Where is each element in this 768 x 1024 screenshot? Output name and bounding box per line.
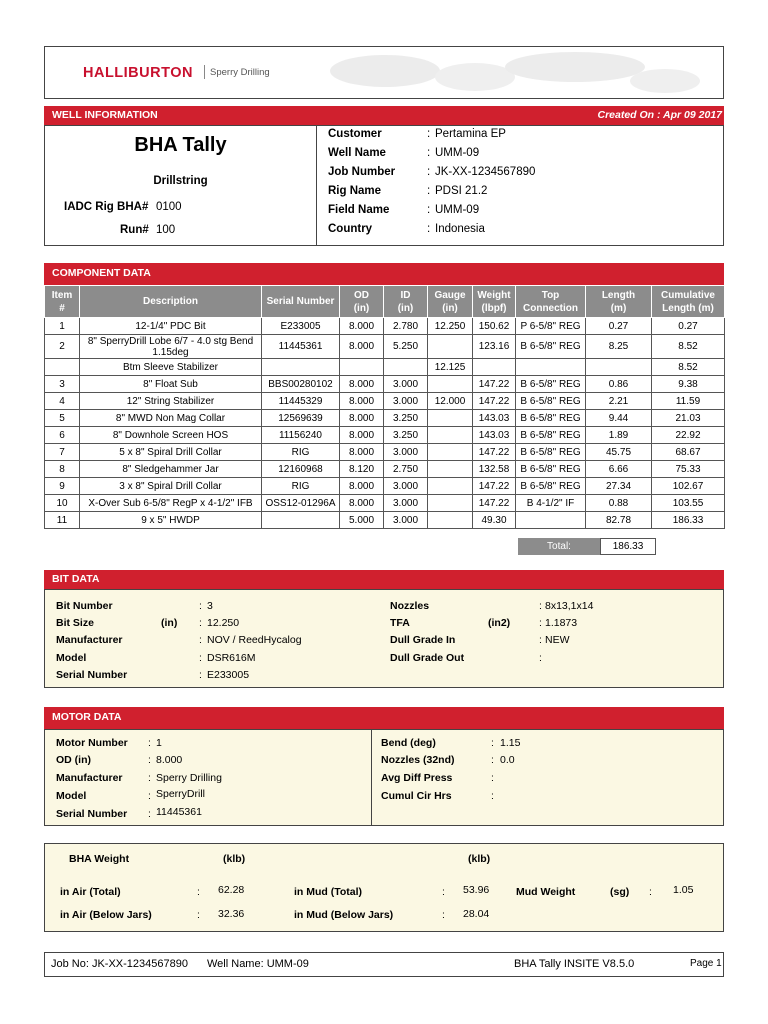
col-header-serial-number: Serial Number [262, 286, 340, 318]
table-cell-gauge [428, 512, 473, 529]
table-cell-length: 6.66 [586, 461, 652, 478]
table-cell-cumulative-length: 9.38 [652, 376, 725, 393]
motor-nozzles-label: Nozzles (32nd) [381, 754, 455, 766]
table-cell-gauge [428, 410, 473, 427]
page-title: BHA Tally [134, 134, 227, 156]
table-cell-id: 3.000 [384, 478, 428, 495]
table-cell-top-connection: B 6-5/8" REG [516, 427, 586, 444]
table-cell-length: 9.44 [586, 410, 652, 427]
air-total-value: 62.28 [218, 884, 245, 896]
table-cell-item: 8 [45, 461, 80, 478]
table-cell-description: 3 x 8" Spiral Drill Collar [80, 478, 262, 495]
motor-number-value: 1 [156, 737, 162, 749]
table-cell-length: 27.34 [586, 478, 652, 495]
table-cell-description: 8" SperryDrill Lobe 6/7 - 4.0 stg Bend 1.15deg [80, 335, 262, 359]
table-cell-item: 1 [45, 318, 80, 335]
table-cell-gauge [428, 461, 473, 478]
bit-size-value: 12.250 [207, 617, 240, 629]
table-cell-description: 9 x 5" HWDP [80, 512, 262, 529]
table-cell-length: 0.27 [586, 318, 652, 335]
table-row [45, 478, 725, 495]
table-cell-description: 12" String Stabilizer [80, 393, 262, 410]
table-cell-weight: 143.03 [473, 427, 516, 444]
run-label: Run# [120, 224, 149, 236]
footer-well-name: Well Name: UMM-09 [207, 958, 309, 970]
table-cell-gauge [428, 444, 473, 461]
tfa-value: 1.1873 [545, 617, 578, 629]
table-cell-id [384, 359, 428, 376]
table-cell-weight: 147.22 [473, 376, 516, 393]
bit-size-unit: (in) [161, 617, 178, 629]
col-header-item: Item # [45, 286, 80, 318]
table-cell-serial-number: RIG [262, 444, 340, 461]
table-cell-item: 2 [45, 335, 80, 359]
bend-label: Bend (deg) [381, 737, 436, 749]
run-value: 100 [156, 224, 176, 236]
table-cell-od: 5.000 [340, 512, 384, 529]
table-cell-od: 8.000 [340, 318, 384, 335]
cumul-cir-hrs-label: Cumul Cir Hrs [381, 790, 452, 802]
table-cell-description: 8" Float Sub [80, 376, 262, 393]
table-row [45, 376, 725, 393]
motor-number-label: Motor Number [56, 737, 128, 749]
bit-data-title: BIT DATA [52, 573, 100, 585]
table-cell-od: 8.000 [340, 444, 384, 461]
table-cell-item: 3 [45, 376, 80, 393]
table-cell-top-connection: P 6-5/8" REG [516, 318, 586, 335]
halliburton-logo: HALLIBURTON [83, 65, 193, 81]
dull-grade-out-label: Dull Grade Out [390, 652, 465, 664]
table-cell-length: 2.21 [586, 393, 652, 410]
table-cell-item: 9 [45, 478, 80, 495]
table-cell-item: 6 [45, 427, 80, 444]
table-cell-top-connection [516, 512, 586, 529]
table-cell-serial-number: 12160968 [262, 461, 340, 478]
table-cell-length: 8.25 [586, 335, 652, 359]
logo-separator [204, 65, 205, 79]
table-cell-id: 3.000 [384, 495, 428, 512]
nozzles-value: 8x13,1x14 [545, 600, 594, 612]
air-below-jars-value: 32.36 [218, 908, 245, 920]
table-row [45, 393, 725, 410]
component-table [44, 285, 725, 529]
mud-total-value: 53.96 [463, 884, 490, 896]
bha-weight-title: BHA Weight [69, 853, 130, 865]
table-cell-id: 2.750 [384, 461, 428, 478]
table-cell-top-connection: B 6-5/8" REG [516, 376, 586, 393]
table-cell-serial-number: E233005 [262, 318, 340, 335]
table-row [45, 335, 725, 359]
table-row [45, 427, 725, 444]
sperry-drilling-logo: Sperry Drilling [210, 67, 270, 78]
footer-page-number: Page 1 [690, 958, 722, 969]
bit-serial-value: E233005 [207, 669, 250, 681]
world-map-watermark [295, 49, 715, 97]
table-cell-serial-number: 11445361 [262, 335, 340, 359]
table-cell-serial-number: BBS00280102 [262, 376, 340, 393]
table-cell-od: 8.120 [340, 461, 384, 478]
table-cell-weight: 147.22 [473, 478, 516, 495]
bit-manufacturer-value: NOV / ReedHycalog [207, 634, 302, 646]
iadc-label: IADC Rig BHA# [64, 201, 149, 213]
table-cell-od: 8.000 [340, 335, 384, 359]
mud-below-jars-label: in Mud (Below Jars) [294, 909, 394, 921]
table-row [45, 461, 725, 478]
col-header-top-connection: Top Connection [516, 286, 586, 318]
bend-value: 1.15 [500, 737, 521, 749]
table-cell-length: 82.78 [586, 512, 652, 529]
table-cell-item: 5 [45, 410, 80, 427]
page-footer [44, 952, 724, 977]
table-row [45, 318, 725, 335]
table-cell-gauge [428, 335, 473, 359]
table-cell-cumulative-length: 8.52 [652, 359, 725, 376]
table-row [45, 495, 725, 512]
footer-app-version: BHA Tally INSITE V8.5.0 [514, 958, 635, 970]
table-cell-top-connection: B 6-5/8" REG [516, 444, 586, 461]
motor-data-title: MOTOR DATA [52, 711, 122, 723]
col-header-od: OD (in) [340, 286, 384, 318]
table-cell-item: 11 [45, 512, 80, 529]
mud-weight-label: Mud Weight [516, 886, 576, 898]
table-cell-description: Btm Sleeve Stabilizer [80, 359, 262, 376]
table-cell-weight: 132.58 [473, 461, 516, 478]
component-header-row [45, 286, 725, 318]
table-cell-serial-number: RIG [262, 478, 340, 495]
table-cell-item: 7 [45, 444, 80, 461]
bit-data-bar [44, 570, 724, 589]
total-label: Total: [518, 538, 600, 555]
created-on: Created On : Apr 09 2017 [597, 109, 722, 121]
table-cell-id: 3.250 [384, 427, 428, 444]
table-cell-cumulative-length: 0.27 [652, 318, 725, 335]
table-cell-top-connection: B 6-5/8" REG [516, 461, 586, 478]
table-cell-gauge [428, 427, 473, 444]
table-cell-cumulative-length: 11.59 [652, 393, 725, 410]
table-row [45, 359, 725, 376]
table-cell-weight: 49.30 [473, 512, 516, 529]
table-cell-id: 3.000 [384, 393, 428, 410]
table-cell-top-connection: B 6-5/8" REG [516, 393, 586, 410]
mud-weight-value: 1.05 [673, 884, 694, 896]
table-cell-item [45, 359, 80, 376]
col-header-description: Description [80, 286, 262, 318]
iadc-value: 0100 [156, 201, 182, 213]
table-cell-weight: 150.62 [473, 318, 516, 335]
motor-od-label: OD (in) [56, 754, 91, 766]
table-cell-top-connection [516, 359, 586, 376]
motor-manufacturer-label: Manufacturer [56, 772, 123, 784]
table-cell-gauge: 12.250 [428, 318, 473, 335]
table-cell-cumulative-length: 22.92 [652, 427, 725, 444]
col-header-weight: Weight (lbpf) [473, 286, 516, 318]
bit-model-value: DSR616M [207, 652, 256, 664]
dull-grade-in-label: Dull Grade In [390, 634, 456, 646]
table-cell-gauge: 12.000 [428, 393, 473, 410]
table-cell-top-connection: B 4-1/2" IF [516, 495, 586, 512]
table-cell-serial-number: 11156240 [262, 427, 340, 444]
motor-serial-value: 11445361 [156, 806, 202, 818]
motor-model-value: SperryDrill [156, 788, 206, 800]
col-header-length: Length (m) [586, 286, 652, 318]
table-cell-gauge [428, 495, 473, 512]
mud-weight-unit: (sg) [610, 886, 630, 898]
col-header-gauge: Gauge (in) [428, 286, 473, 318]
well-info-section: BHA Tally Drillstring IADC Rig BHA# 0100 Run# 100 Customer : Pertamina EP Well Name : UMM-09 Job Number : JK-XX-1234567890 Rig Name : PDSI 21.2 Field Name : UMM-09 Country : Indonesia [44, 125, 724, 246]
motor-model-label: Model [56, 790, 87, 802]
table-cell-top-connection: B 6-5/8" REG [516, 478, 586, 495]
table-cell-cumulative-length: 75.33 [652, 461, 725, 478]
table-cell-od: 8.000 [340, 495, 384, 512]
table-cell-weight: 147.22 [473, 393, 516, 410]
table-cell-id: 5.250 [384, 335, 428, 359]
component-data-title: COMPONENT DATA [52, 267, 151, 279]
table-cell-od: 8.000 [340, 393, 384, 410]
motor-divider [371, 730, 372, 825]
table-cell-top-connection: B 6-5/8" REG [516, 410, 586, 427]
table-cell-od [340, 359, 384, 376]
table-cell-od: 8.000 [340, 478, 384, 495]
table-cell-gauge [428, 478, 473, 495]
table-cell-length [586, 359, 652, 376]
table-cell-id: 3.000 [384, 512, 428, 529]
table-cell-serial-number: 12569639 [262, 410, 340, 427]
table-cell-cumulative-length: 21.03 [652, 410, 725, 427]
drillstring-label: Drillstring [153, 175, 208, 187]
bit-serial-label: Serial Number [56, 669, 128, 681]
table-cell-id: 3.000 [384, 376, 428, 393]
table-cell-description: 8" Sledgehammer Jar [80, 461, 262, 478]
table-cell-weight [473, 359, 516, 376]
table-cell-description: 8" Downhole Screen HOS [80, 427, 262, 444]
total-value: 186.33 [600, 538, 656, 555]
table-row [45, 512, 725, 529]
motor-nozzles-value: 0.0 [500, 754, 515, 766]
tfa-unit: (in2) [488, 617, 511, 629]
bit-number-label: Bit Number [56, 600, 113, 612]
well-divider [316, 126, 317, 245]
bit-number-value: 3 [207, 600, 213, 612]
table-cell-description: X-Over Sub 6-5/8" RegP x 4-1/2" IFB [80, 495, 262, 512]
table-cell-serial-number: 11445329 [262, 393, 340, 410]
table-cell-gauge [428, 376, 473, 393]
bit-model-label: Model [56, 652, 87, 664]
weight-unit-mud: (klb) [468, 853, 491, 865]
col-header-cumulative-length: Cumulative Length (m) [652, 286, 725, 318]
table-cell-od: 8.000 [340, 427, 384, 444]
table-cell-weight: 123.16 [473, 335, 516, 359]
nozzles-label: Nozzles [390, 600, 430, 612]
bit-manufacturer-label: Manufacturer [56, 634, 123, 646]
table-cell-id: 3.000 [384, 444, 428, 461]
footer-job-number: Job No: JK-XX-1234567890 [51, 958, 188, 970]
motor-od-value: 8.000 [156, 754, 183, 766]
table-cell-id: 3.250 [384, 410, 428, 427]
table-cell-gauge: 12.125 [428, 359, 473, 376]
motor-manufacturer-value: Sperry Drilling [156, 772, 222, 784]
motor-data-bar [44, 707, 724, 729]
table-cell-weight: 147.22 [473, 495, 516, 512]
table-cell-od: 8.000 [340, 410, 384, 427]
table-cell-weight: 147.22 [473, 444, 516, 461]
table-cell-description: 5 x 8" Spiral Drill Collar [80, 444, 262, 461]
bit-data-section: Bit Number : 3 Bit Size (in) : 12.250 Manufacturer : NOV / ReedHycalog Model : DSR616M Serial Number : E233005 Nozzles : 8x13,1x14 TFA (in2) : 1.1873 Dull Grade In : NEW Dull Grade Out : [44, 589, 724, 688]
table-cell-cumulative-length: 68.67 [652, 444, 725, 461]
table-cell-item: 4 [45, 393, 80, 410]
report-header [44, 46, 724, 99]
air-below-jars-label: in Air (Below Jars) [60, 909, 152, 921]
motor-data-section: Motor Number : 1 OD (in) : 8.000 Manufacturer : Sperry Drilling Model : SperryDrill Serial Number : 11445361 Bend (deg) : 1.15 Nozzles (32nd) : 0.0 Avg Diff Press : Cumul Cir Hrs : [44, 729, 724, 826]
component-data-bar [44, 263, 724, 285]
table-cell-cumulative-length: 8.52 [652, 335, 725, 359]
table-cell-serial-number [262, 359, 340, 376]
mud-below-jars-value: 28.04 [463, 908, 490, 920]
table-cell-description: 8" MWD Non Mag Collar [80, 410, 262, 427]
bit-size-label: Bit Size [56, 617, 94, 629]
table-cell-cumulative-length: 186.33 [652, 512, 725, 529]
table-cell-item: 10 [45, 495, 80, 512]
table-cell-description: 12-1/4" PDC Bit [80, 318, 262, 335]
avg-diff-press-label: Avg Diff Press [381, 772, 453, 784]
table-cell-id: 2.780 [384, 318, 428, 335]
table-cell-top-connection: B 6-5/8" REG [516, 335, 586, 359]
table-cell-cumulative-length: 102.67 [652, 478, 725, 495]
well-info-title: WELL INFORMATION [52, 109, 158, 121]
table-cell-length: 45.75 [586, 444, 652, 461]
table-row [45, 410, 725, 427]
weight-unit-air: (klb) [223, 853, 246, 865]
table-cell-length: 0.86 [586, 376, 652, 393]
bha-weight-section: BHA Weight (klb) (klb) in Air (Total) : 62.28 in Air (Below Jars) : 32.36 in Mud (Total) : 53.96 in Mud (Below Jars) : 28.04 Mud Weight (sg) : 1.05 [44, 843, 724, 932]
table-cell-od: 8.000 [340, 376, 384, 393]
table-cell-length: 0.88 [586, 495, 652, 512]
table-row [45, 444, 725, 461]
table-cell-serial-number [262, 512, 340, 529]
air-total-label: in Air (Total) [60, 886, 121, 898]
table-cell-serial-number: OSS12-01296A [262, 495, 340, 512]
well-info-bar [44, 106, 724, 125]
tfa-label: TFA [390, 617, 410, 629]
mud-total-label: in Mud (Total) [294, 886, 363, 898]
col-header-id: ID (in) [384, 286, 428, 318]
motor-serial-label: Serial Number [56, 808, 128, 820]
table-cell-length: 1.89 [586, 427, 652, 444]
table-cell-weight: 143.03 [473, 410, 516, 427]
dull-grade-in-value: NEW [545, 634, 570, 646]
table-cell-cumulative-length: 103.55 [652, 495, 725, 512]
